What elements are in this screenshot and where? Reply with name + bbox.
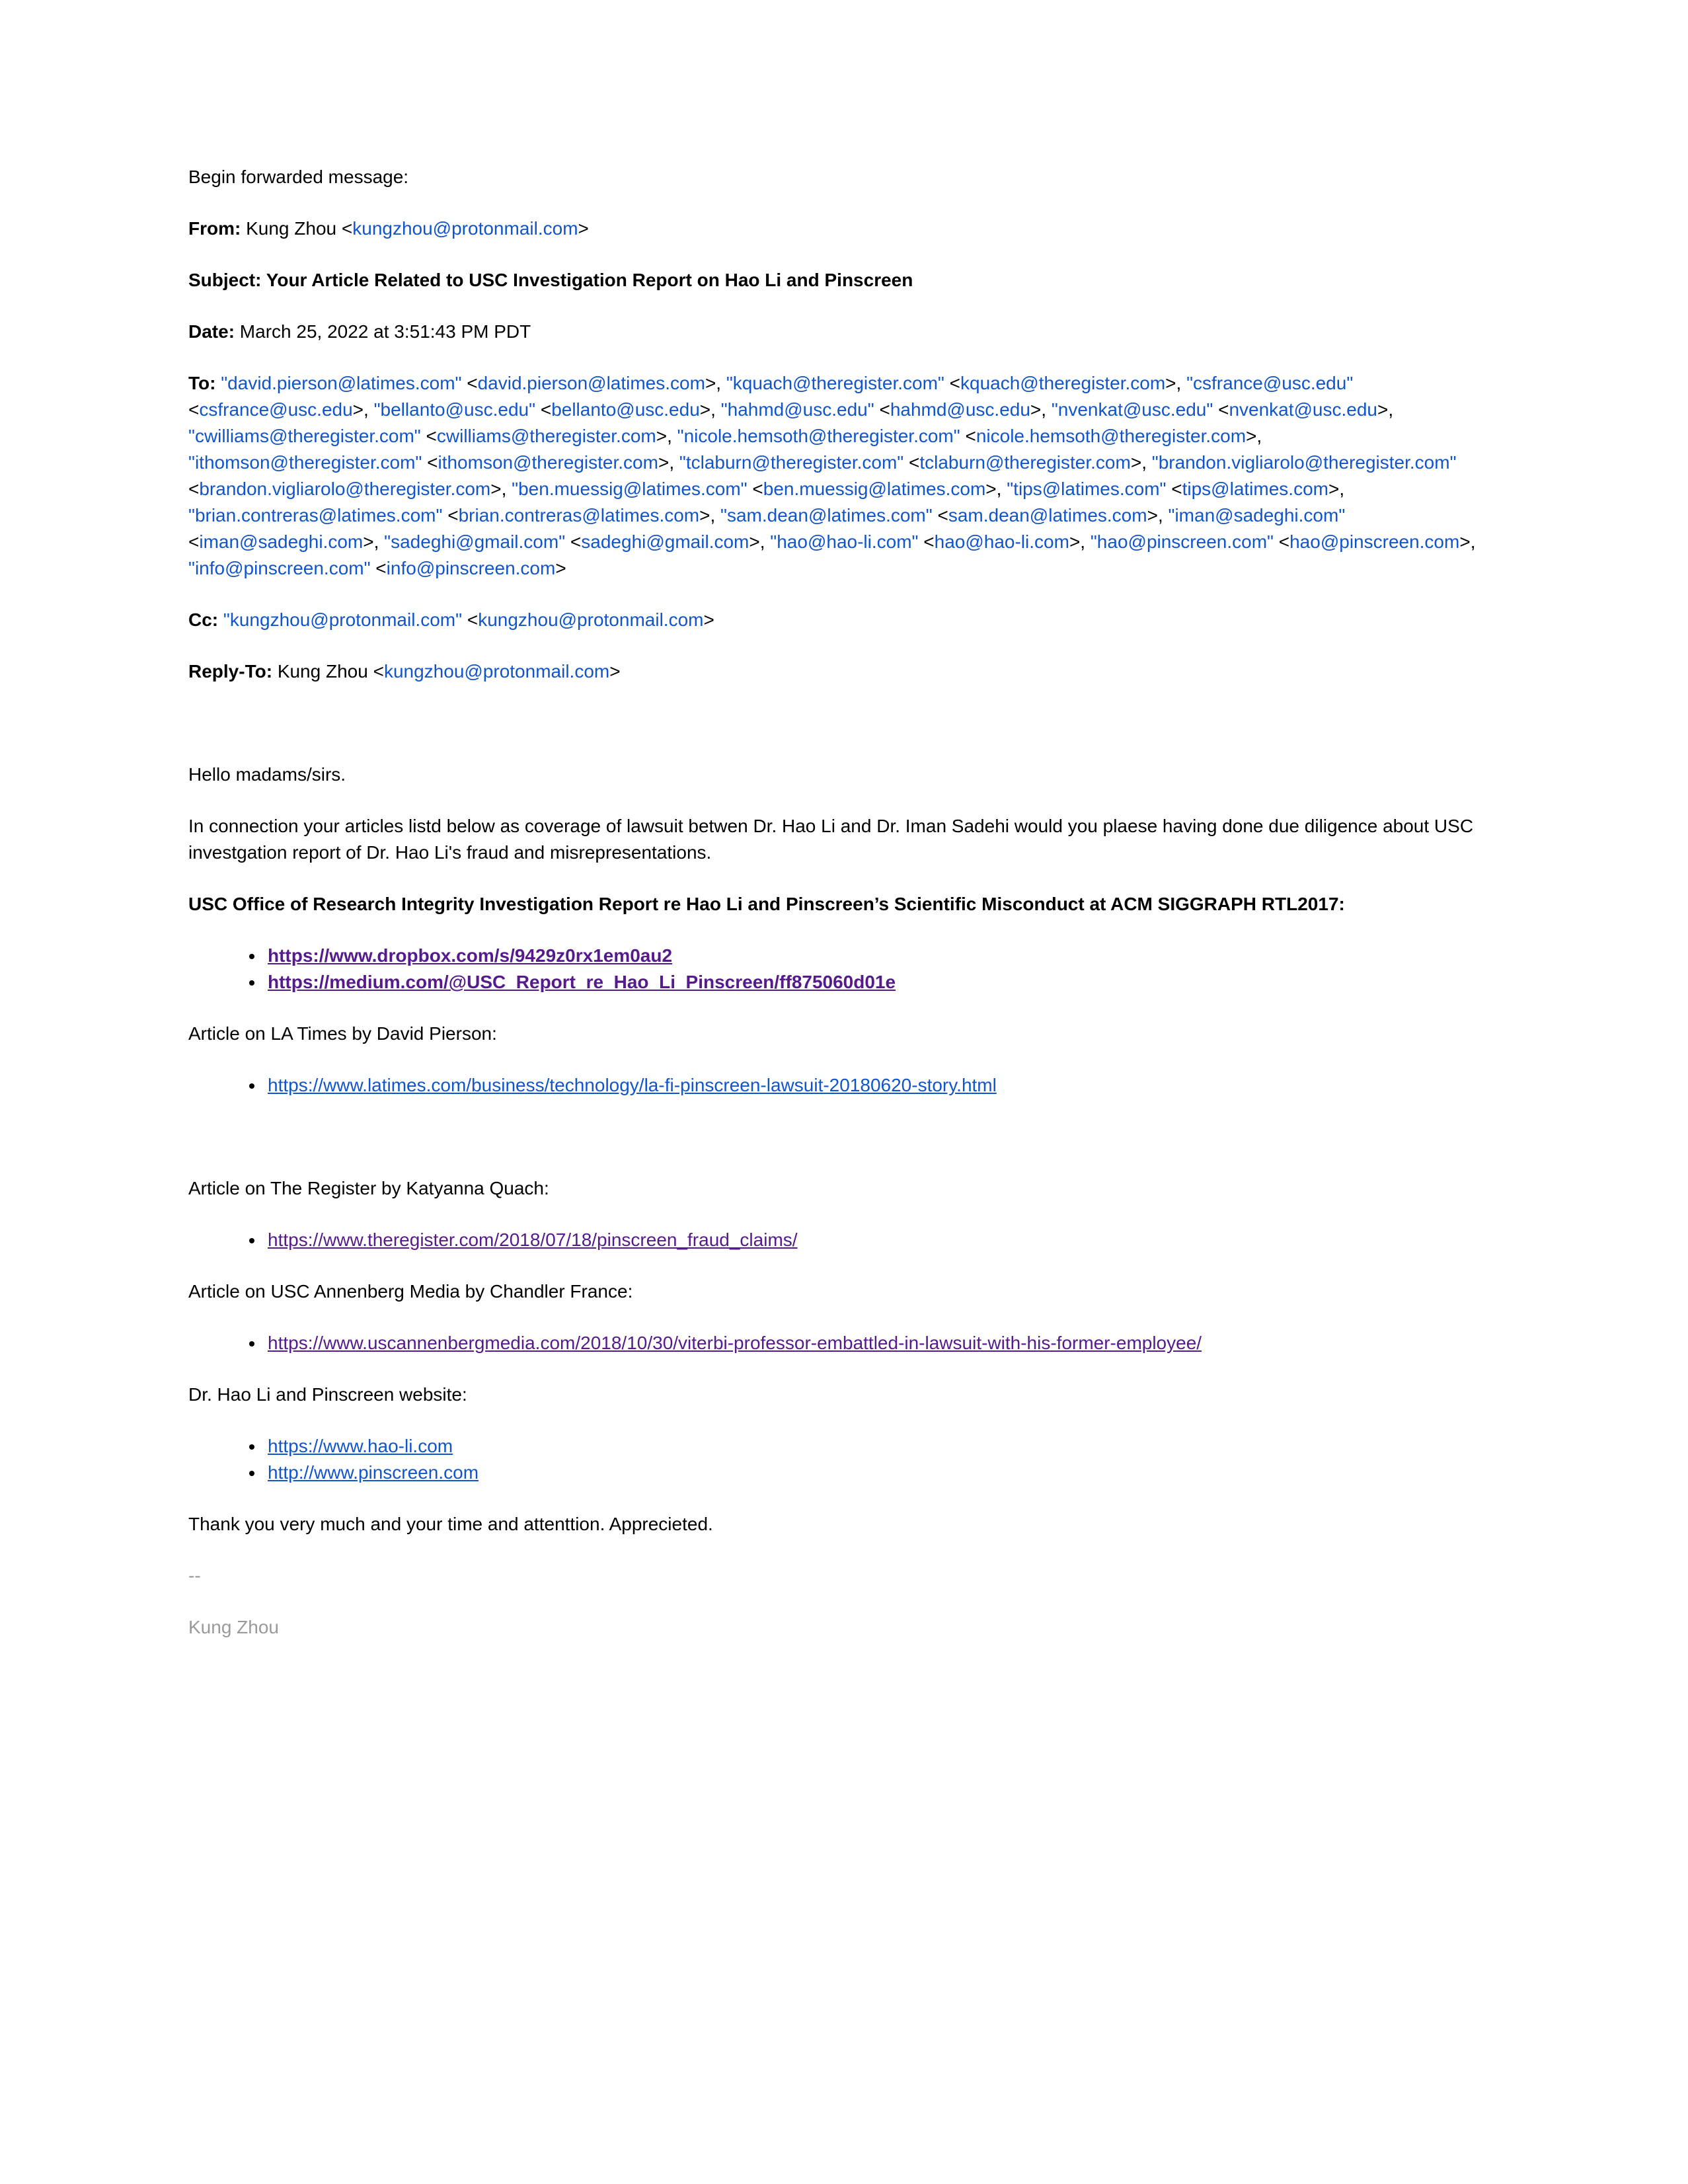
intro-paragraph: In connection your articles listd below as coverage of lawsuit betwen Dr. Hao Li and Dr. Iman Sadehi would you plaese having done due diligence about USC investgation report of Dr. Hao Li's fraud and misrepresentations.: [188, 816, 1474, 863]
date-line: [188, 319, 1500, 345]
section-link-list: [188, 943, 1500, 995]
recipient-email-link[interactable]: ithomson@theregister.com: [438, 452, 658, 473]
reply-to-label: Reply-To:: [188, 661, 273, 682]
begin-forwarded-line: Begin forwarded message:: [188, 167, 409, 187]
recipient-name-link[interactable]: "tclaburn@theregister.com": [679, 452, 904, 473]
recipient-name-link[interactable]: "nvenkat@usc.edu": [1051, 399, 1213, 420]
close-angle: >: [578, 218, 589, 239]
to-line: [188, 370, 1500, 582]
recipient-name-link[interactable]: "iman@sadeghi.com": [1168, 505, 1346, 526]
recipient-email-link[interactable]: tclaburn@theregister.com: [919, 452, 1131, 473]
link-list-item: [264, 1460, 1500, 1486]
from-email-link[interactable]: kungzhou@protonmail.com: [352, 218, 578, 239]
recipient-name-link[interactable]: "tips@latimes.com": [1007, 479, 1167, 499]
subject-line: [188, 267, 1500, 293]
recipient-email-link[interactable]: cwilliams@theregister.com: [436, 426, 656, 446]
recipient-email-link[interactable]: tips@latimes.com: [1182, 479, 1328, 499]
recipient-name-link[interactable]: "nicole.hemsoth@theregister.com": [677, 426, 960, 446]
section-link-list: [188, 1433, 1500, 1486]
close-angle: >: [609, 661, 621, 682]
link-list-item: [264, 969, 1500, 995]
link-list-item: [264, 1072, 1500, 1099]
from-name: Kung Zhou: [246, 218, 337, 239]
recipient-email-link[interactable]: sam.dean@latimes.com: [948, 505, 1147, 526]
link-list-item: [264, 1227, 1500, 1253]
recipient-email-link[interactable]: david.pierson@latimes.com: [477, 373, 705, 393]
recipient-name-link[interactable]: "hao@hao-li.com": [770, 531, 919, 552]
recipient-name-link[interactable]: "bellanto@usc.edu": [373, 399, 536, 420]
article-url-link[interactable]: https://www.latimes.com/business/technology/la-fi-pinscreen-lawsuit-20180620-story.html: [268, 1075, 997, 1095]
subject-label: Subject:: [188, 270, 262, 290]
recipient-name-link[interactable]: "brian.contreras@latimes.com": [188, 505, 443, 526]
recipient-email-link[interactable]: nvenkat@usc.edu: [1229, 399, 1377, 420]
link-list-item: [264, 1330, 1500, 1356]
recipient-name-link[interactable]: "brandon.vigliarolo@theregister.com": [1151, 452, 1457, 473]
open-angle: <: [341, 218, 353, 239]
article-url-link[interactable]: https://www.theregister.com/2018/07/18/pinscreen_fraud_claims/: [268, 1229, 798, 1250]
section-link-list: [188, 1330, 1500, 1356]
section-link-list: [188, 1072, 1500, 1099]
recipient-name-link[interactable]: "csfrance@usc.edu": [1186, 373, 1354, 393]
recipient-email-link[interactable]: nicole.hemsoth@theregister.com: [976, 426, 1247, 446]
date-text: March 25, 2022 at 3:51:43 PM PDT: [239, 321, 531, 342]
recipient-email-link[interactable]: brian.contreras@latimes.com: [458, 505, 700, 526]
section-link-list: [188, 1227, 1500, 1253]
signature-name: Kung Zhou: [188, 1617, 279, 1637]
recipient-name-link[interactable]: "ithomson@theregister.com": [188, 452, 422, 473]
section-heading: Article on USC Annenberg Media by Chandler France:: [188, 1281, 633, 1302]
recipient-name-link[interactable]: "hahmd@usc.edu": [720, 399, 874, 420]
recipient-name-link[interactable]: "ben.muessig@latimes.com": [512, 479, 748, 499]
closing-paragraph: Thank you very much and your time and attenttion. Apprecieted.: [188, 1514, 713, 1534]
reply-to-name: Kung Zhou: [277, 661, 368, 682]
article-url-link[interactable]: https://www.dropbox.com/s/9429z0rx1em0au2: [268, 945, 673, 966]
from-line: [188, 215, 1500, 242]
recipient-name-link[interactable]: "kungzhou@protonmail.com": [223, 609, 463, 630]
recipient-name-link[interactable]: "sam.dean@latimes.com": [720, 505, 933, 526]
article-url-link[interactable]: https://medium.com/@USC_Report_re_Hao_Li_Pinscreen/ff875060d01e: [268, 972, 896, 992]
date-label: Date:: [188, 321, 235, 342]
section-heading: Article on The Register by Katyanna Quach:: [188, 1178, 549, 1198]
reply-to-line: [188, 658, 1500, 685]
recipient-name-link[interactable]: "info@pinscreen.com": [188, 558, 371, 578]
recipient-name-link[interactable]: "sadeghi@gmail.com": [384, 531, 566, 552]
section-heading: Dr. Hao Li and Pinscreen website:: [188, 1384, 467, 1405]
from-label: From:: [188, 218, 241, 239]
recipient-name-link[interactable]: "hao@pinscreen.com": [1090, 531, 1274, 552]
link-list-item: [264, 943, 1500, 969]
recipient-email-link[interactable]: csfrance@usc.edu: [199, 399, 353, 420]
recipient-email-link[interactable]: bellanto@usc.edu: [551, 399, 700, 420]
recipient-email-link[interactable]: iman@sadeghi.com: [199, 531, 364, 552]
section-heading: Article on LA Times by David Pierson:: [188, 1023, 497, 1044]
signature-divider: --: [188, 1565, 201, 1586]
article-sections: [188, 891, 1500, 1486]
recipient-email-link[interactable]: hao@pinscreen.com: [1289, 531, 1460, 552]
cc-line: [188, 607, 1500, 633]
recipient-name-link[interactable]: "kquach@theregister.com": [726, 373, 944, 393]
recipient-email-link[interactable]: kquach@theregister.com: [960, 373, 1166, 393]
reply-to-email-link[interactable]: kungzhou@protonmail.com: [383, 661, 610, 682]
recipient-email-link[interactable]: kungzhou@protonmail.com: [478, 609, 704, 630]
open-angle: <: [373, 661, 384, 682]
article-url-link[interactable]: https://www.hao-li.com: [268, 1436, 453, 1456]
recipient-name-link[interactable]: "cwilliams@theregister.com": [188, 426, 421, 446]
article-url-link[interactable]: http://www.pinscreen.com: [268, 1462, 479, 1483]
recipient-email-link[interactable]: info@pinscreen.com: [386, 558, 556, 578]
recipient-email-link[interactable]: hahmd@usc.edu: [890, 399, 1030, 420]
greeting: Hello madams/sirs.: [188, 764, 346, 785]
to-recipient-list: "david.pierson@latimes.com" <david.pierson@latimes.com>, "kquach@theregister.com" <kquach@theregister.com>, "csfrance@usc.edu" <csfrance@usc.edu>, "bellanto@usc.edu" <bellanto@usc.edu>, "hahmd@usc.edu" <hahmd@usc.edu>, "nvenkat@usc.edu" <nvenkat@usc.edu>, "cwilliams@theregister.com" <cwilliams@theregister.com>, "nicole.hemsoth@theregister.com" <nicole.hemsoth@theregister.com>, "ithomson@theregister.com" <ithomson@theregister.com>, "tclaburn@theregister.com" <tclaburn@theregister.com>, "brandon.vigliarolo@theregister.com" <brandon.vigliarolo@theregister.com>, "ben.muessig@latimes.com" <ben.muessig@latimes.com>, "tips@latimes.com" <tips@latimes.com>, "brian.contreras@latimes.com" <brian.contreras@latimes.com>, "sam.dean@latimes.com" <sam.dean@latimes.com>, "iman@sadeghi.com" <iman@sadeghi.com>, "sadeghi@gmail.com" <sadeghi@gmail.com>, "hao@hao-li.com" <hao@hao-li.com>, "hao@pinscreen.com" <hao@pinscreen.com>, "info@pinscreen.com" <info@pinscreen.com>: [188, 373, 1476, 578]
blank-line: [188, 1124, 1500, 1150]
recipient-email-link[interactable]: ben.muessig@latimes.com: [763, 479, 986, 499]
cc-label: Cc:: [188, 609, 219, 630]
blank-line: [188, 710, 1500, 736]
recipient-email-link[interactable]: hao@hao-li.com: [934, 531, 1069, 552]
article-url-link[interactable]: https://www.uscannenbergmedia.com/2018/10/30/viterbi-professor-embattled-in-lawsuit-with-his-former-employee/: [268, 1333, 1202, 1353]
recipient-email-link[interactable]: sadeghi@gmail.com: [581, 531, 749, 552]
recipient-email-link[interactable]: brandon.vigliarolo@theregister.com: [199, 479, 491, 499]
recipient-name-link[interactable]: "david.pierson@latimes.com": [221, 373, 462, 393]
subject-text: Your Article Related to USC Investigation Report on Hao Li and Pinscreen: [266, 270, 913, 290]
to-label: To:: [188, 373, 216, 393]
cc-recipient-list: "kungzhou@protonmail.com" <kungzhou@protonmail.com>: [223, 609, 714, 630]
section-heading: USC Office of Research Integrity Investigation Report re Hao Li and Pinscreen’s Scientific Misconduct at ACM SIGGRAPH RTL2017:: [188, 894, 1345, 914]
link-list-item: [264, 1433, 1500, 1460]
